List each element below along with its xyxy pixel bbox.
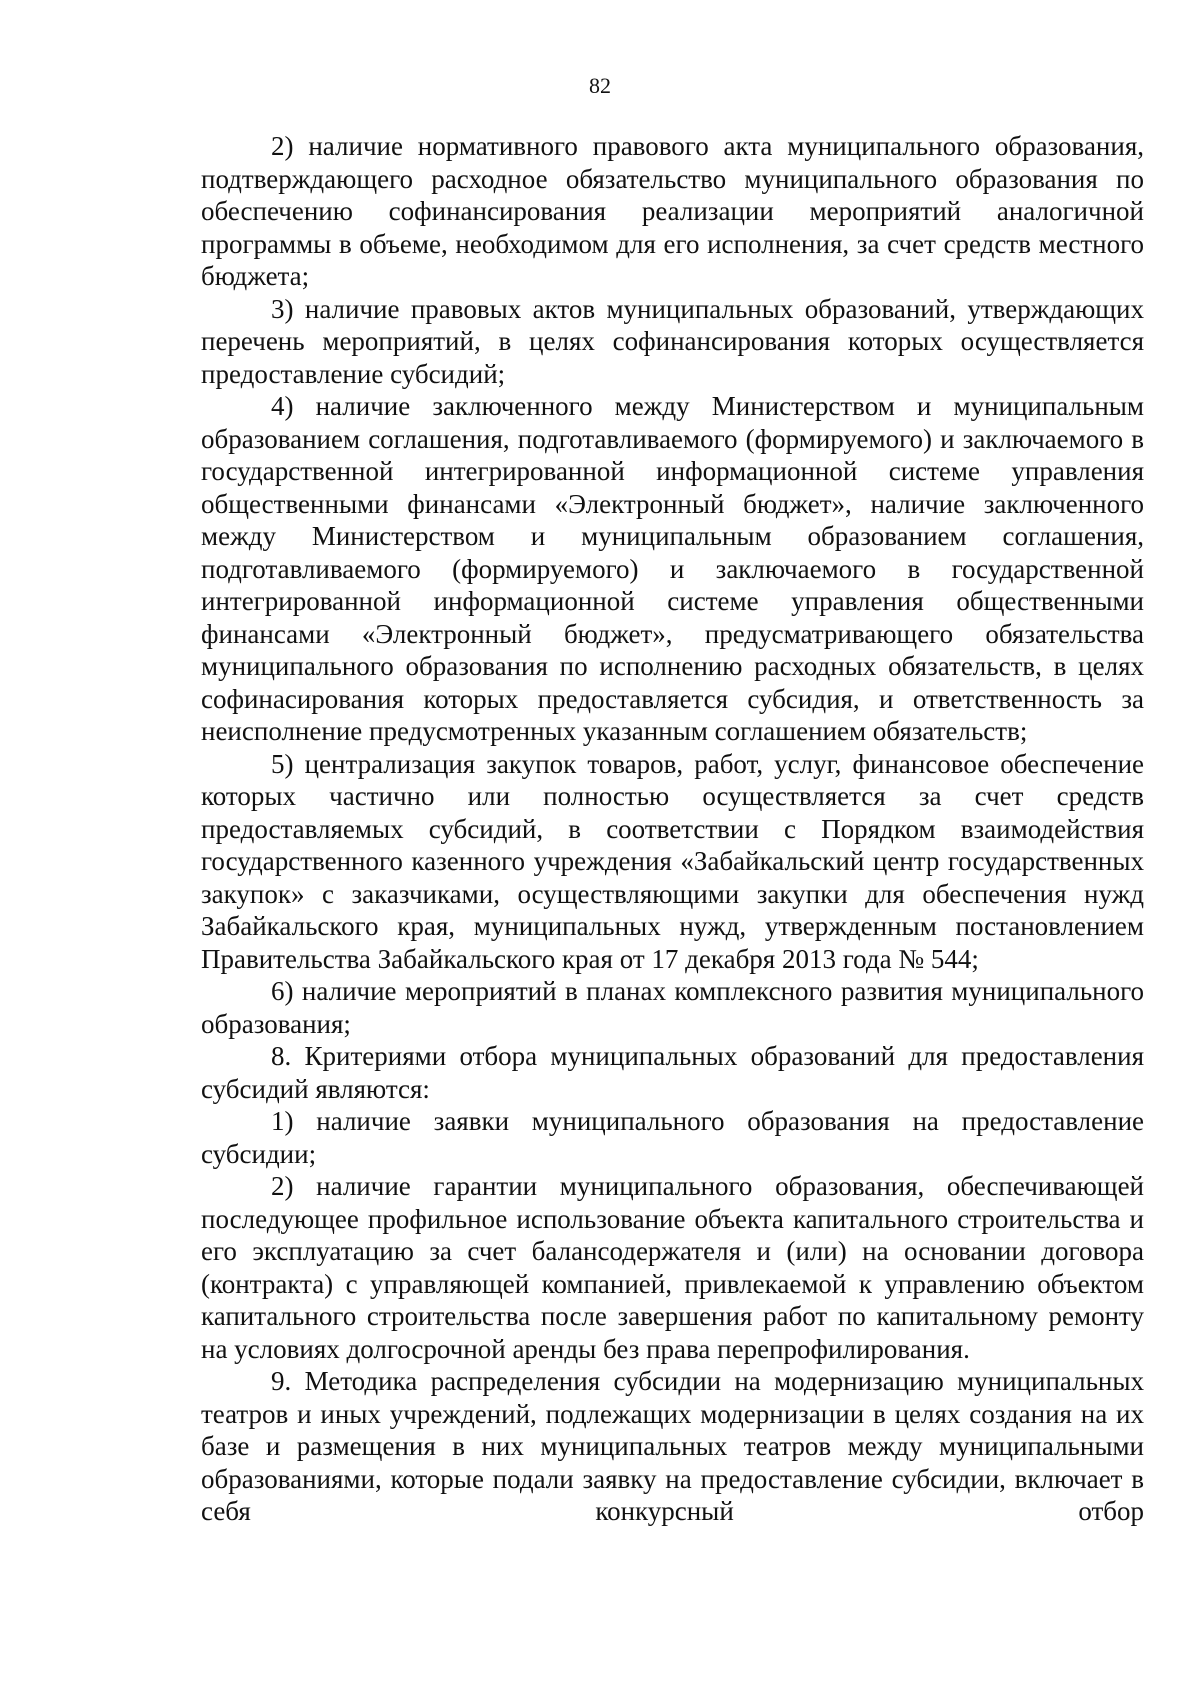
document-body	[201, 130, 1144, 1528]
paragraph-item-3-legal-acts: 3) наличие правовых актов муниципальных образований, утверждающих перечень мероприятий, в целях софинансирования которых осуществляется предоставление субсидий;	[201, 293, 1144, 389]
page-number: 82	[589, 73, 611, 98]
paragraph-item-2-normative-act: 2) наличие нормативного правового акта муниципального образования, подтверждающего расходное обязательство муниципального образования по обеспечению софинансирования реализации мероприятий аналогичной программы в объеме, необходимом для его исполнения, за счет средств местного бюджета;	[201, 131, 1144, 291]
paragraph-item-4-agreement: 4) наличие заключенного между Министерством и муниципальным образованием соглашения, подготавливаемого (формируемого) и заключаемого в государственной интегрированной информационной системе управления общественными финансами «Электронный бюджет», наличие заключенного между Министерством и муниципальным образованием соглашения, подготавливаемого (формируемого) и заключаемого в государственной интегрированной информационной системе управления общественными финансами «Электронный бюджет», предусматривающего обязательства муниципального образования по исполнению расходных обязательств, в целях софинасирования которых предоставляется субсидия, и ответственность за неисполнение предусмотренных указанным соглашением обязательств;	[201, 391, 1144, 746]
paragraph-item-5-centralization: 5) централизация закупок товаров, работ, услуг, финансовое обеспечение которых частично или полностью осуществляется за счет средств предоставляемых субсидий, в соответствии с Порядком взаимодействия государственного казенного учреждения «Забайкальский центр государственных закупок» с заказчиками, осуществляющими закупки для обеспечения нужд Забайкальского края, муниципальных нужд, утвержденным постановлением Правительства Забайкальского края от 17 декабря 2013 года № 544;	[201, 748, 1144, 974]
paragraph-criterion-2-guarantee: 2) наличие гарантии муниципального образования, обеспечивающей последующее профильное использование объекта капитального строительства и его эксплуатацию за счет балансодержателя и (или) на основании договора (контракта) с управляющей компанией, привлекаемой к управлению объектом капитального строительства после завершения работ по капитальному ремонту на условиях долгосрочной аренды без права перепрофилирования.	[201, 1171, 1144, 1364]
paragraph-criterion-1-application: 1) наличие заявки муниципального образования на предоставление субсидии;	[201, 1106, 1144, 1169]
paragraph-item-6-development-plans: 6) наличие мероприятий в планах комплексного развития муниципального образования;	[201, 976, 1144, 1039]
paragraph-section-9-methodology: 9. Методика распределения субсидии на модернизацию муниципальных театров и иных учреждений, подлежащих модернизации в целях создания на их базе и размещения в них муниципальных театров между муниципальными образованиями, которые подали заявку на предоставление субсидии, включает в себя конкурсный отбор	[201, 1366, 1144, 1526]
paragraph-section-8-criteria: 8. Критериями отбора муниципальных образований для предоставления субсидий являются:	[201, 1041, 1144, 1104]
